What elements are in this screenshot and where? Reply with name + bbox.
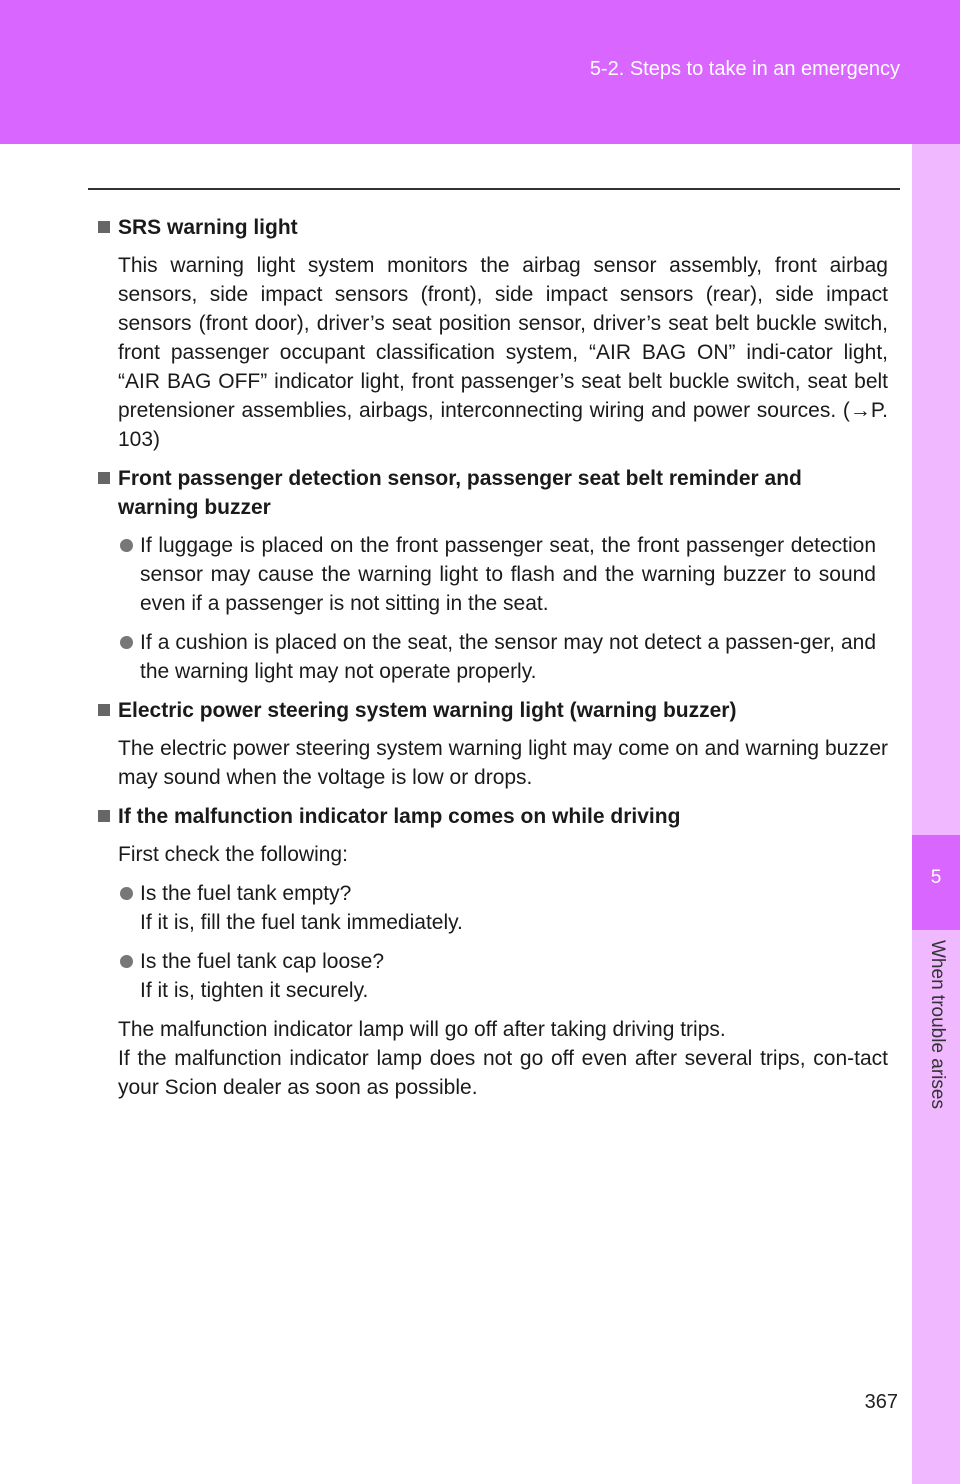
round-bullet-icon — [120, 636, 133, 649]
round-bullet-icon — [120, 955, 133, 968]
mil-intro: First check the following: — [118, 843, 348, 866]
list-item: Is the fuel tank cap loose? If it is, tighten it securely. — [140, 947, 876, 1005]
eps-body: The electric power steering system warning light may come on and warning buzzer may sound when the voltage is low or drops. — [118, 737, 888, 789]
list-item: Is the fuel tank empty? If it is, fill the fuel tank immediately. — [140, 879, 876, 937]
page-number: 367 — [864, 1391, 898, 1413]
eps-heading: Electric power steering system warning light (warning buzzer) — [98, 696, 888, 725]
list-item: If luggage is placed on the front passenger seat, the front passenger detection sensor may cause the warning light to flash and the warning buzzer to sound even if a passenger is not sitting in the seat. — [140, 531, 876, 618]
list-item: If a cushion is placed on the seat, the sensor may not detect a passen-ger, and the warning light may not operate properly. — [140, 628, 876, 686]
mil-heading: If the malfunction indicator lamp comes on while driving — [98, 802, 888, 831]
section-title: 5-2. Steps to take in an emergency — [589, 58, 900, 80]
page-content — [98, 213, 888, 1112]
chapter-label-text: When trouble arises — [927, 940, 948, 1109]
round-bullet-icon — [120, 887, 133, 900]
top-rule — [88, 188, 900, 190]
square-bullet-icon — [98, 704, 110, 716]
chapter-label — [912, 940, 960, 1150]
header-band — [0, 0, 960, 144]
passenger-heading: Front passenger detection sensor, passenger seat belt reminder and warning buzzer — [98, 464, 888, 522]
side-tab — [912, 144, 960, 1484]
round-bullet-icon — [120, 539, 133, 552]
square-bullet-icon — [98, 810, 110, 822]
chapter-number-tab[interactable]: 5 — [912, 835, 960, 930]
mil-outro: The malfunction indicator lamp will go off after taking driving trips. If the malfunction indicator lamp does not go off even after several trips, con-tact your Scion dealer as soon as possible. — [118, 1018, 888, 1099]
square-bullet-icon — [98, 472, 110, 484]
srs-body: This warning light system monitors the airbag sensor assembly, front airbag sensors, side impact sensors (front), side impact sensors (rear), side impact sensors (front door), driver’s seat position sensor, driver’s seat belt buckle switch, front passenger occupant classification system, “AIR BAG ON” indi-cator light, “AIR BAG OFF” indicator light, front passenger’s seat belt buckle switch, seat belt pretensioner assemblies, airbags, interconnecting wiring and power sources. (→P. 103) — [118, 254, 888, 451]
srs-heading: SRS warning light — [98, 213, 888, 242]
square-bullet-icon — [98, 221, 110, 233]
